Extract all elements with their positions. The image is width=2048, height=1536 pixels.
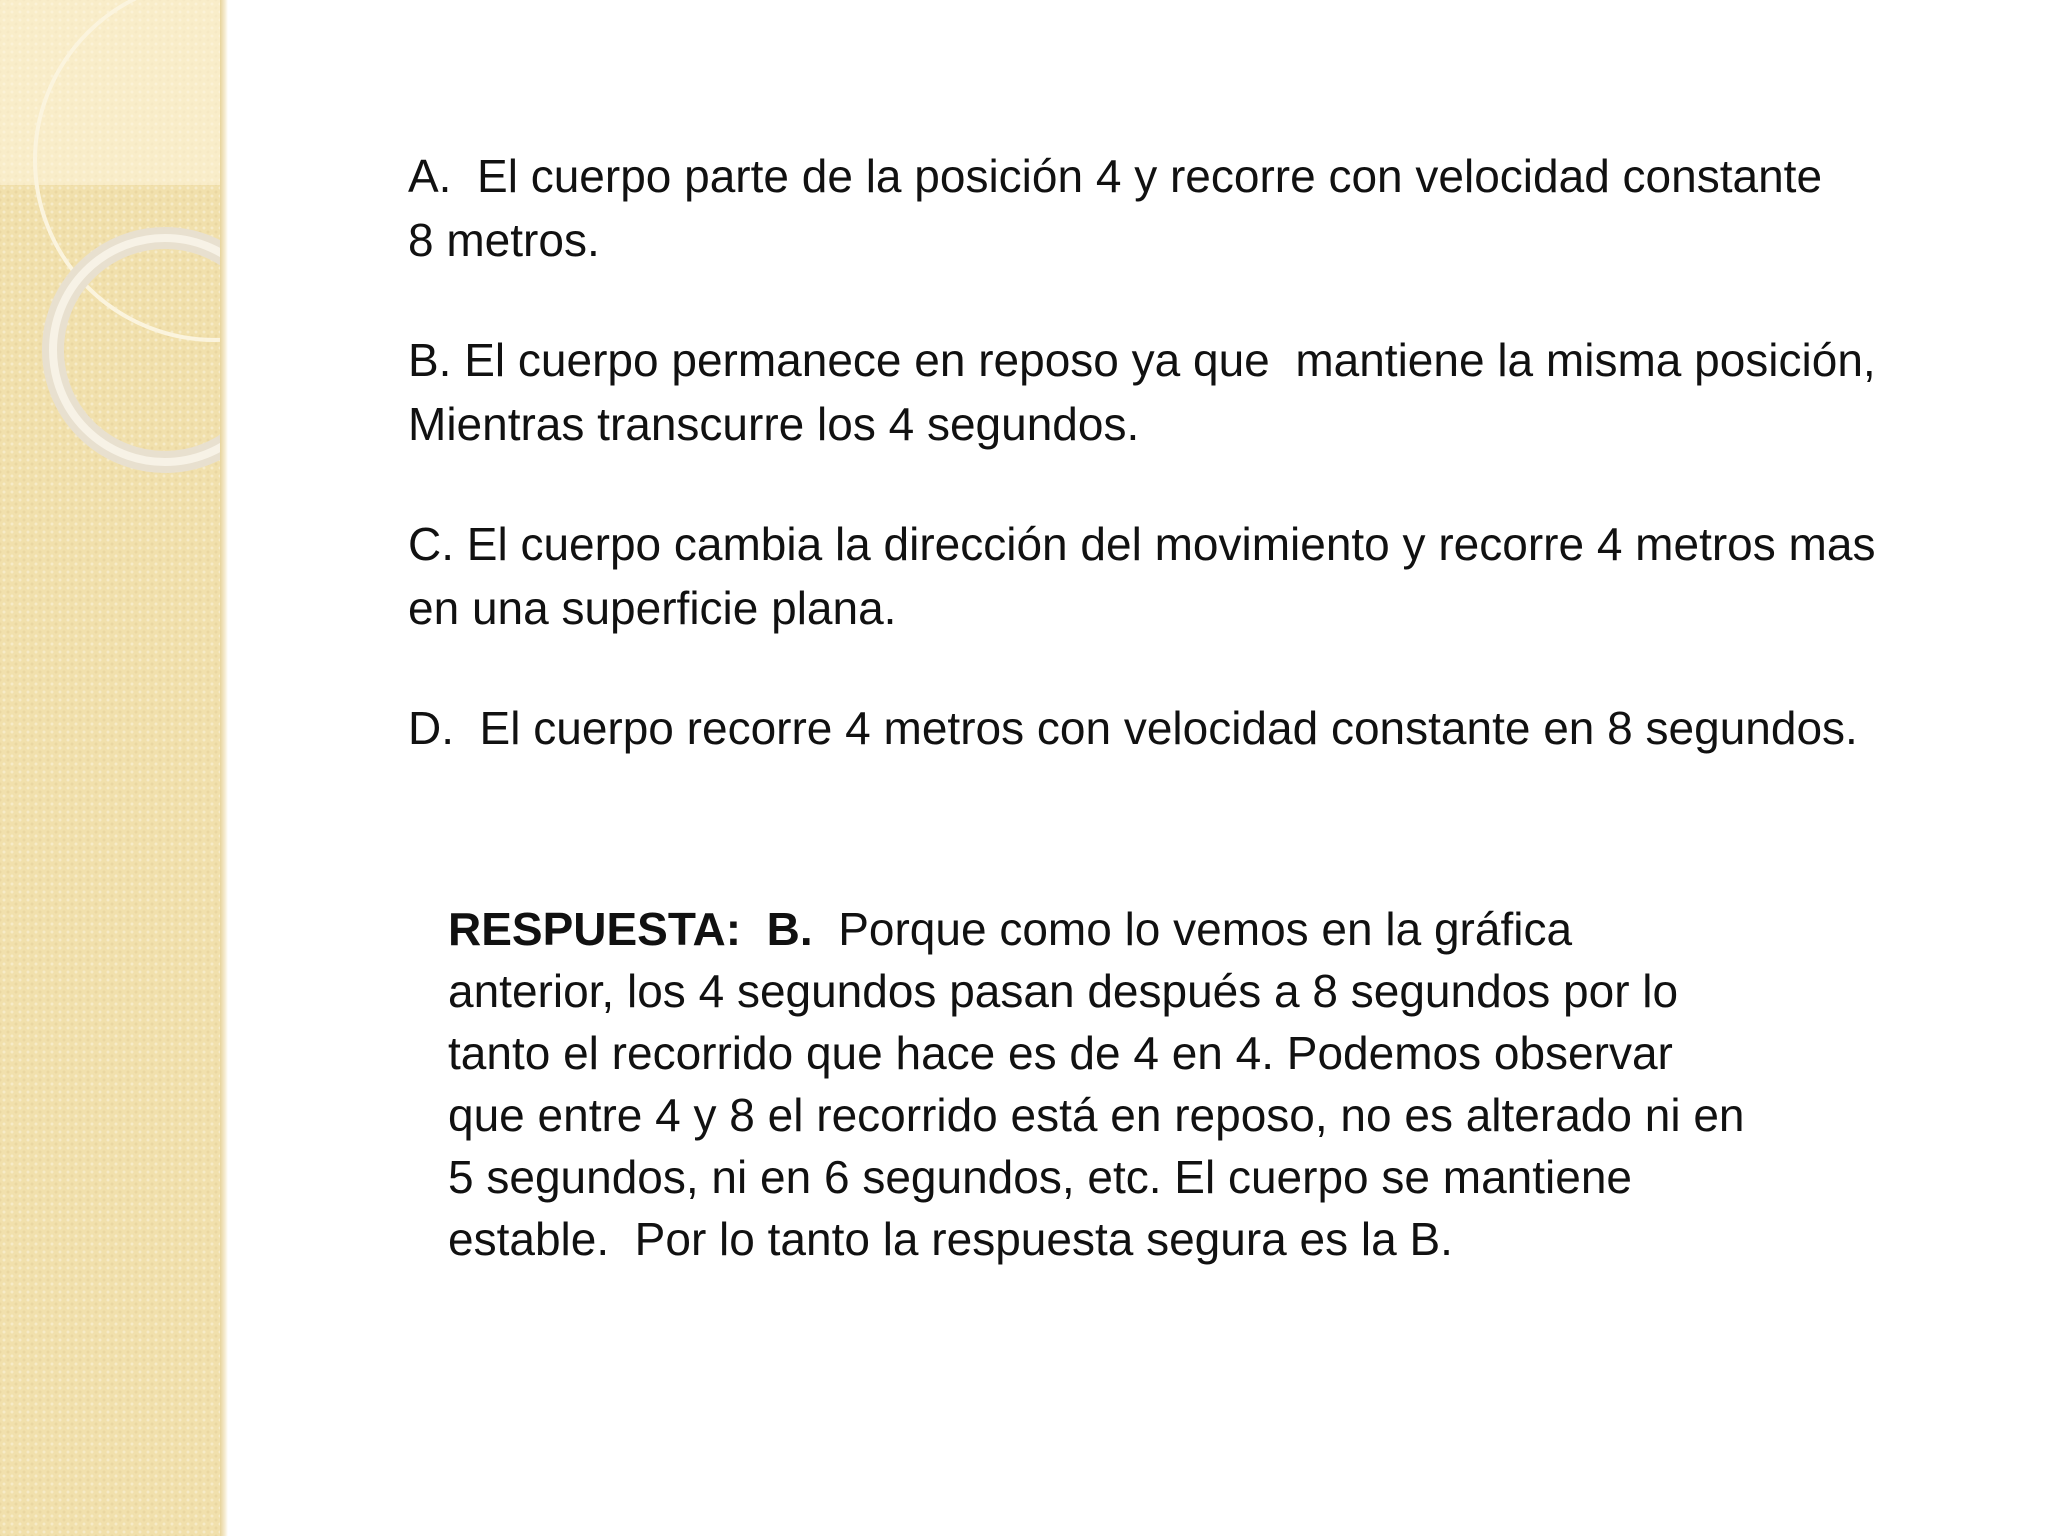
option-c: C. El cuerpo cambia la dirección del movimiento y recorre 4 metros mas en una superficie plana. [408, 518, 1876, 634]
answer-label: RESPUESTA: B. [448, 903, 813, 955]
options-list [408, 144, 2038, 816]
middle-ring [53, 238, 226, 462]
option-b: B. El cuerpo permanece en reposo ya que mantiene la misma posición, Mientras transcurre los 4 segundos. [408, 334, 1876, 450]
option-a: A. El cuerpo parte de la posición 4 y recorre con velocidad constante 8 metros. [408, 150, 1823, 266]
sidebar-edge [220, 0, 228, 1536]
option-d: D. El cuerpo recorre 4 metros con velocidad constante en 8 segundos. [408, 702, 1858, 754]
answer-block [448, 898, 1938, 1270]
answer-explanation: Porque como lo vemos en la gráfica anterior, los 4 segundos pasan después a 8 segundos por lo tanto el recorrido que hace es de 4 en 4. Podemos observar que entre 4 y 8 el recorrido está en reposo, no es alterado ni en 5 segundos, ni en 6 segundos, etc. El cuerpo se mantiene estable. Por lo tanto la respuesta segura es la B. [448, 903, 1745, 1265]
decorative-rings [0, 0, 226, 1536]
decorative-sidebar [0, 0, 226, 1536]
